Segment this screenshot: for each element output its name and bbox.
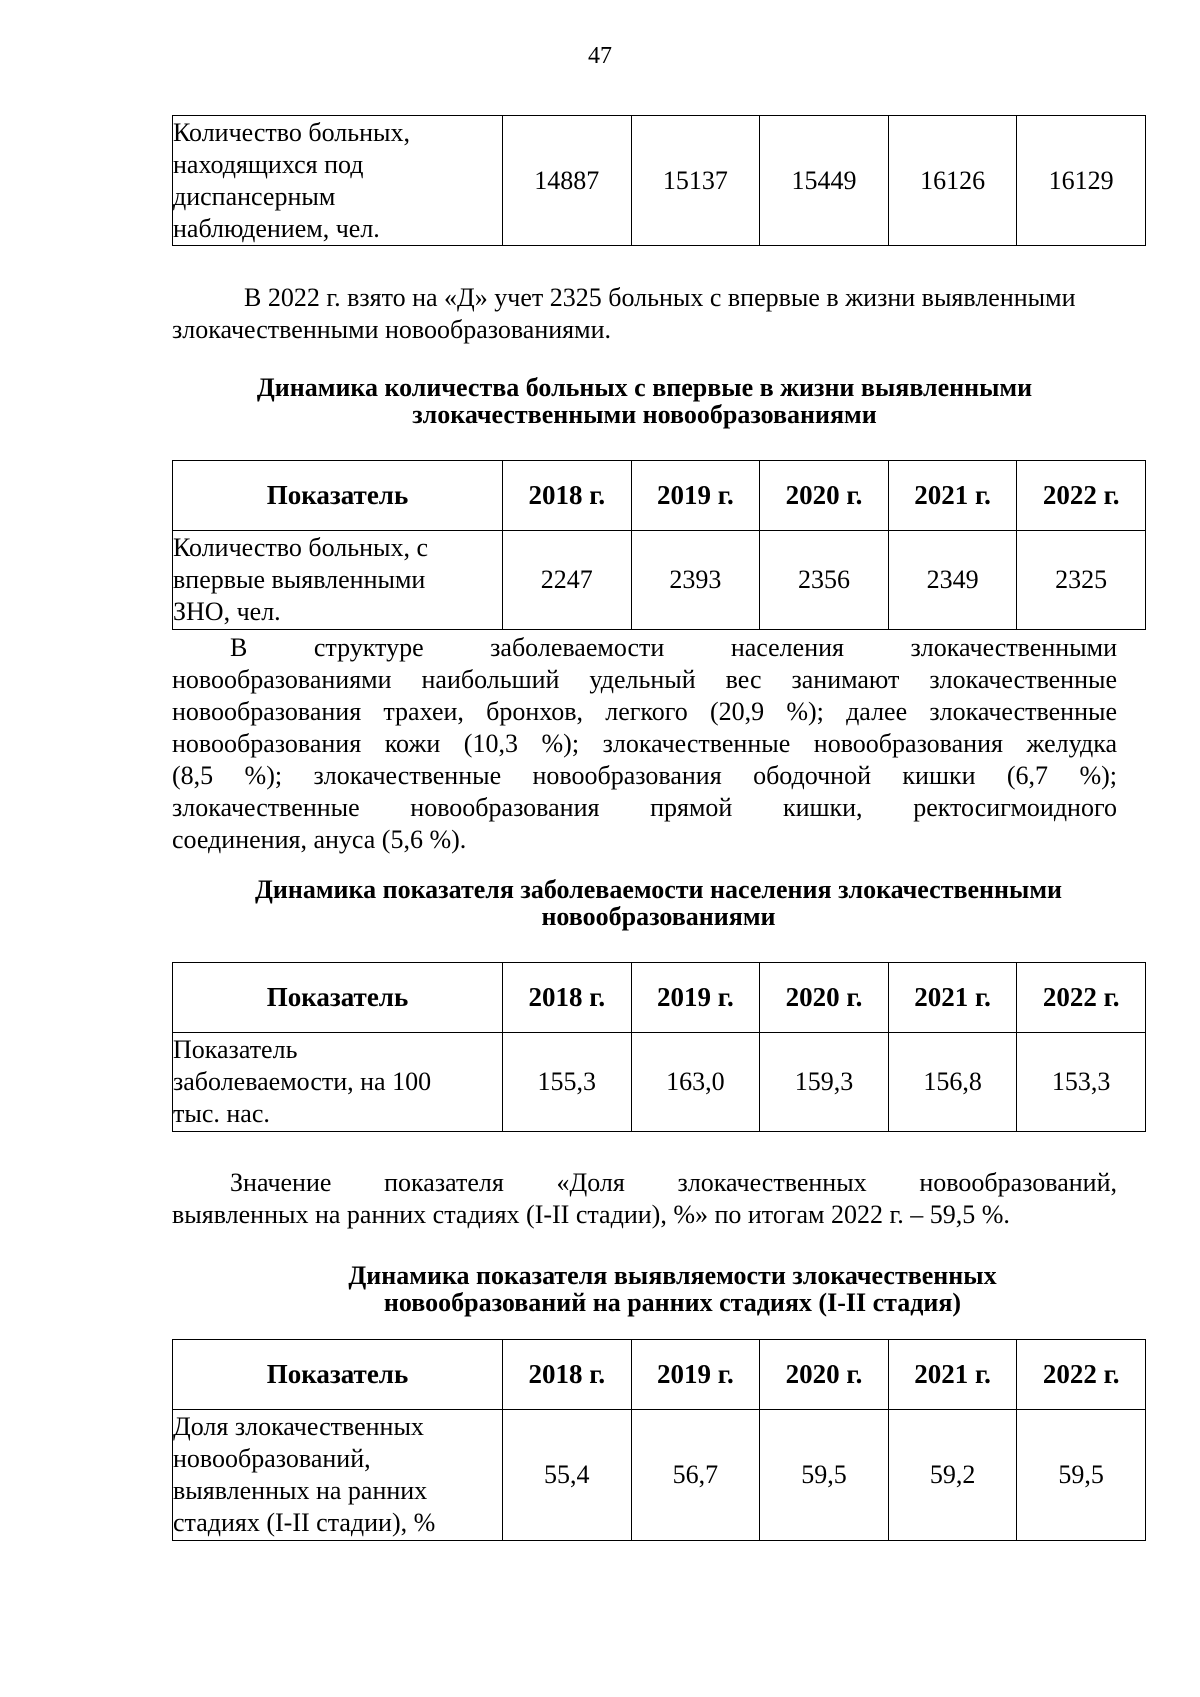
new-cases-table [172,460,1146,630]
column-header: 2020 г. [760,963,889,1033]
value-cell-2019: 56,7 [631,1410,760,1541]
label-line: впервые выявленными [173,565,426,594]
value-cell-2018: 14887 [503,116,632,246]
early-detection-table [172,1339,1146,1541]
column-header: Показатель [173,1340,503,1410]
value-cell-2022: 153,3 [1017,1033,1146,1132]
table-row [173,1410,1146,1541]
paragraph-line: новообразованиями наибольший удельный вес занимают злокачественные [172,665,1117,694]
table-row [173,531,1146,630]
title-line: новообразований на ранних стадиях (I-II стадия) [383,1288,962,1317]
column-header: 2019 г. [631,1340,760,1410]
label-line: ЗНО, чел. [173,597,281,626]
title-line: Динамика количества больных с впервые в жизни выявленными [256,373,1033,402]
label-line: новообразований, [173,1444,371,1473]
table-row [173,1033,1146,1132]
label-line: Доля злокачественных [173,1412,424,1441]
column-header: 2021 г. [888,963,1017,1033]
column-header: 2021 г. [888,461,1017,531]
table-header-row [173,461,1146,531]
title-line: новообразованиями [541,902,776,931]
column-header: 2020 г. [760,1340,889,1410]
paragraph-registered [172,282,1117,346]
paragraph-line: выявленных на ранних стадиях (I-II стадии), %» по итогам 2022 г. – 59,5 %. [172,1200,1010,1229]
value-cell-2022: 16129 [1017,116,1146,246]
column-header: 2022 г. [1017,1340,1146,1410]
value-cell-2021: 156,8 [888,1033,1017,1132]
row-label [173,531,503,630]
column-header: 2018 г. [503,1340,632,1410]
column-header: Показатель [173,963,503,1033]
column-header: 2018 г. [503,461,632,531]
row-label [173,1410,503,1541]
label-line: выявленных на ранних [173,1476,428,1505]
column-header: 2019 г. [631,461,760,531]
column-header: 2021 г. [888,1340,1017,1410]
section-title-new-cases [172,374,1117,428]
table-header-row [173,1340,1146,1410]
paragraph-structure [172,632,1117,856]
value-cell-2019: 163,0 [631,1033,760,1132]
paragraph-line: соединения, ануса (5,6 %). [172,825,467,854]
dispensary-patients-table [172,115,1146,246]
table-header-row [173,963,1146,1033]
value-cell-2018: 55,4 [503,1410,632,1541]
page-number: 47 [588,43,612,69]
value-cell-2021: 16126 [888,116,1017,246]
label-line: стадиях (I-II стадии), % [173,1508,436,1537]
value-cell-2020: 159,3 [760,1033,889,1132]
table-row [173,116,1146,246]
value-cell-2020: 2356 [760,531,889,630]
title-line: Динамика показателя заболеваемости населения злокачественными [254,875,1063,904]
value-cell-2018: 2247 [503,531,632,630]
column-header: 2022 г. [1017,963,1146,1033]
label-line: наблюдением, чел. [173,213,380,243]
label-line: тыс. нас. [173,1099,270,1128]
section-title-incidence [186,876,1131,930]
column-header: 2019 г. [631,963,760,1033]
paragraph-line: новообразования трахеи, бронхов, легкого (20,9 %); далее злокачественные [172,697,1117,726]
value-cell-2018: 155,3 [503,1033,632,1132]
title-line: Динамика показателя выявляемости злокачественных [348,1261,997,1290]
incidence-table [172,962,1146,1132]
value-cell-2022: 2325 [1017,531,1146,630]
title-line: злокачественными новообразованиями [412,400,877,429]
paragraph-line: новообразования кожи (10,3 %); злокачественные новообразования желудка [172,729,1117,758]
column-header: Показатель [173,461,503,531]
value-cell-2020: 15449 [760,116,889,246]
column-header: 2018 г. [503,963,632,1033]
paragraph-line: Значение показателя «Доля злокачественных новообразований, [230,1168,1117,1197]
row-label [173,116,503,246]
paragraph-line: злокачественные новообразования прямой кишки, ректосигмоидного [172,793,1117,822]
row-label [173,1033,503,1132]
value-cell-2019: 15137 [631,116,760,246]
value-cell-2019: 2393 [631,531,760,630]
value-cell-2022: 59,5 [1017,1410,1146,1541]
label-line: Количество больных, [173,117,410,147]
paragraph-line: (8,5 %); злокачественные новообразования ободочной кишки (6,7 %); [172,761,1117,790]
label-line: Количество больных, с [173,533,428,562]
label-line: Показатель [173,1035,298,1064]
paragraph-early-stage-value [172,1167,1117,1231]
value-cell-2021: 2349 [888,531,1017,630]
value-cell-2021: 59,2 [888,1410,1017,1541]
column-header: 2020 г. [760,461,889,531]
section-title-early-detection [200,1262,1145,1316]
value-cell-2020: 59,5 [760,1410,889,1541]
paragraph-line: В 2022 г. взято на «Д» учет 2325 больных с впервые в жизни выявленными [244,283,1076,312]
paragraph-line: В структуре заболеваемости населения злокачественными [230,633,1117,662]
paragraph-line: злокачественными новообразованиями. [172,315,612,344]
label-line: заболеваемости, на 100 [173,1067,432,1096]
column-header: 2022 г. [1017,461,1146,531]
label-line: находящихся под [173,149,364,179]
label-line: диспансерным [173,181,336,211]
